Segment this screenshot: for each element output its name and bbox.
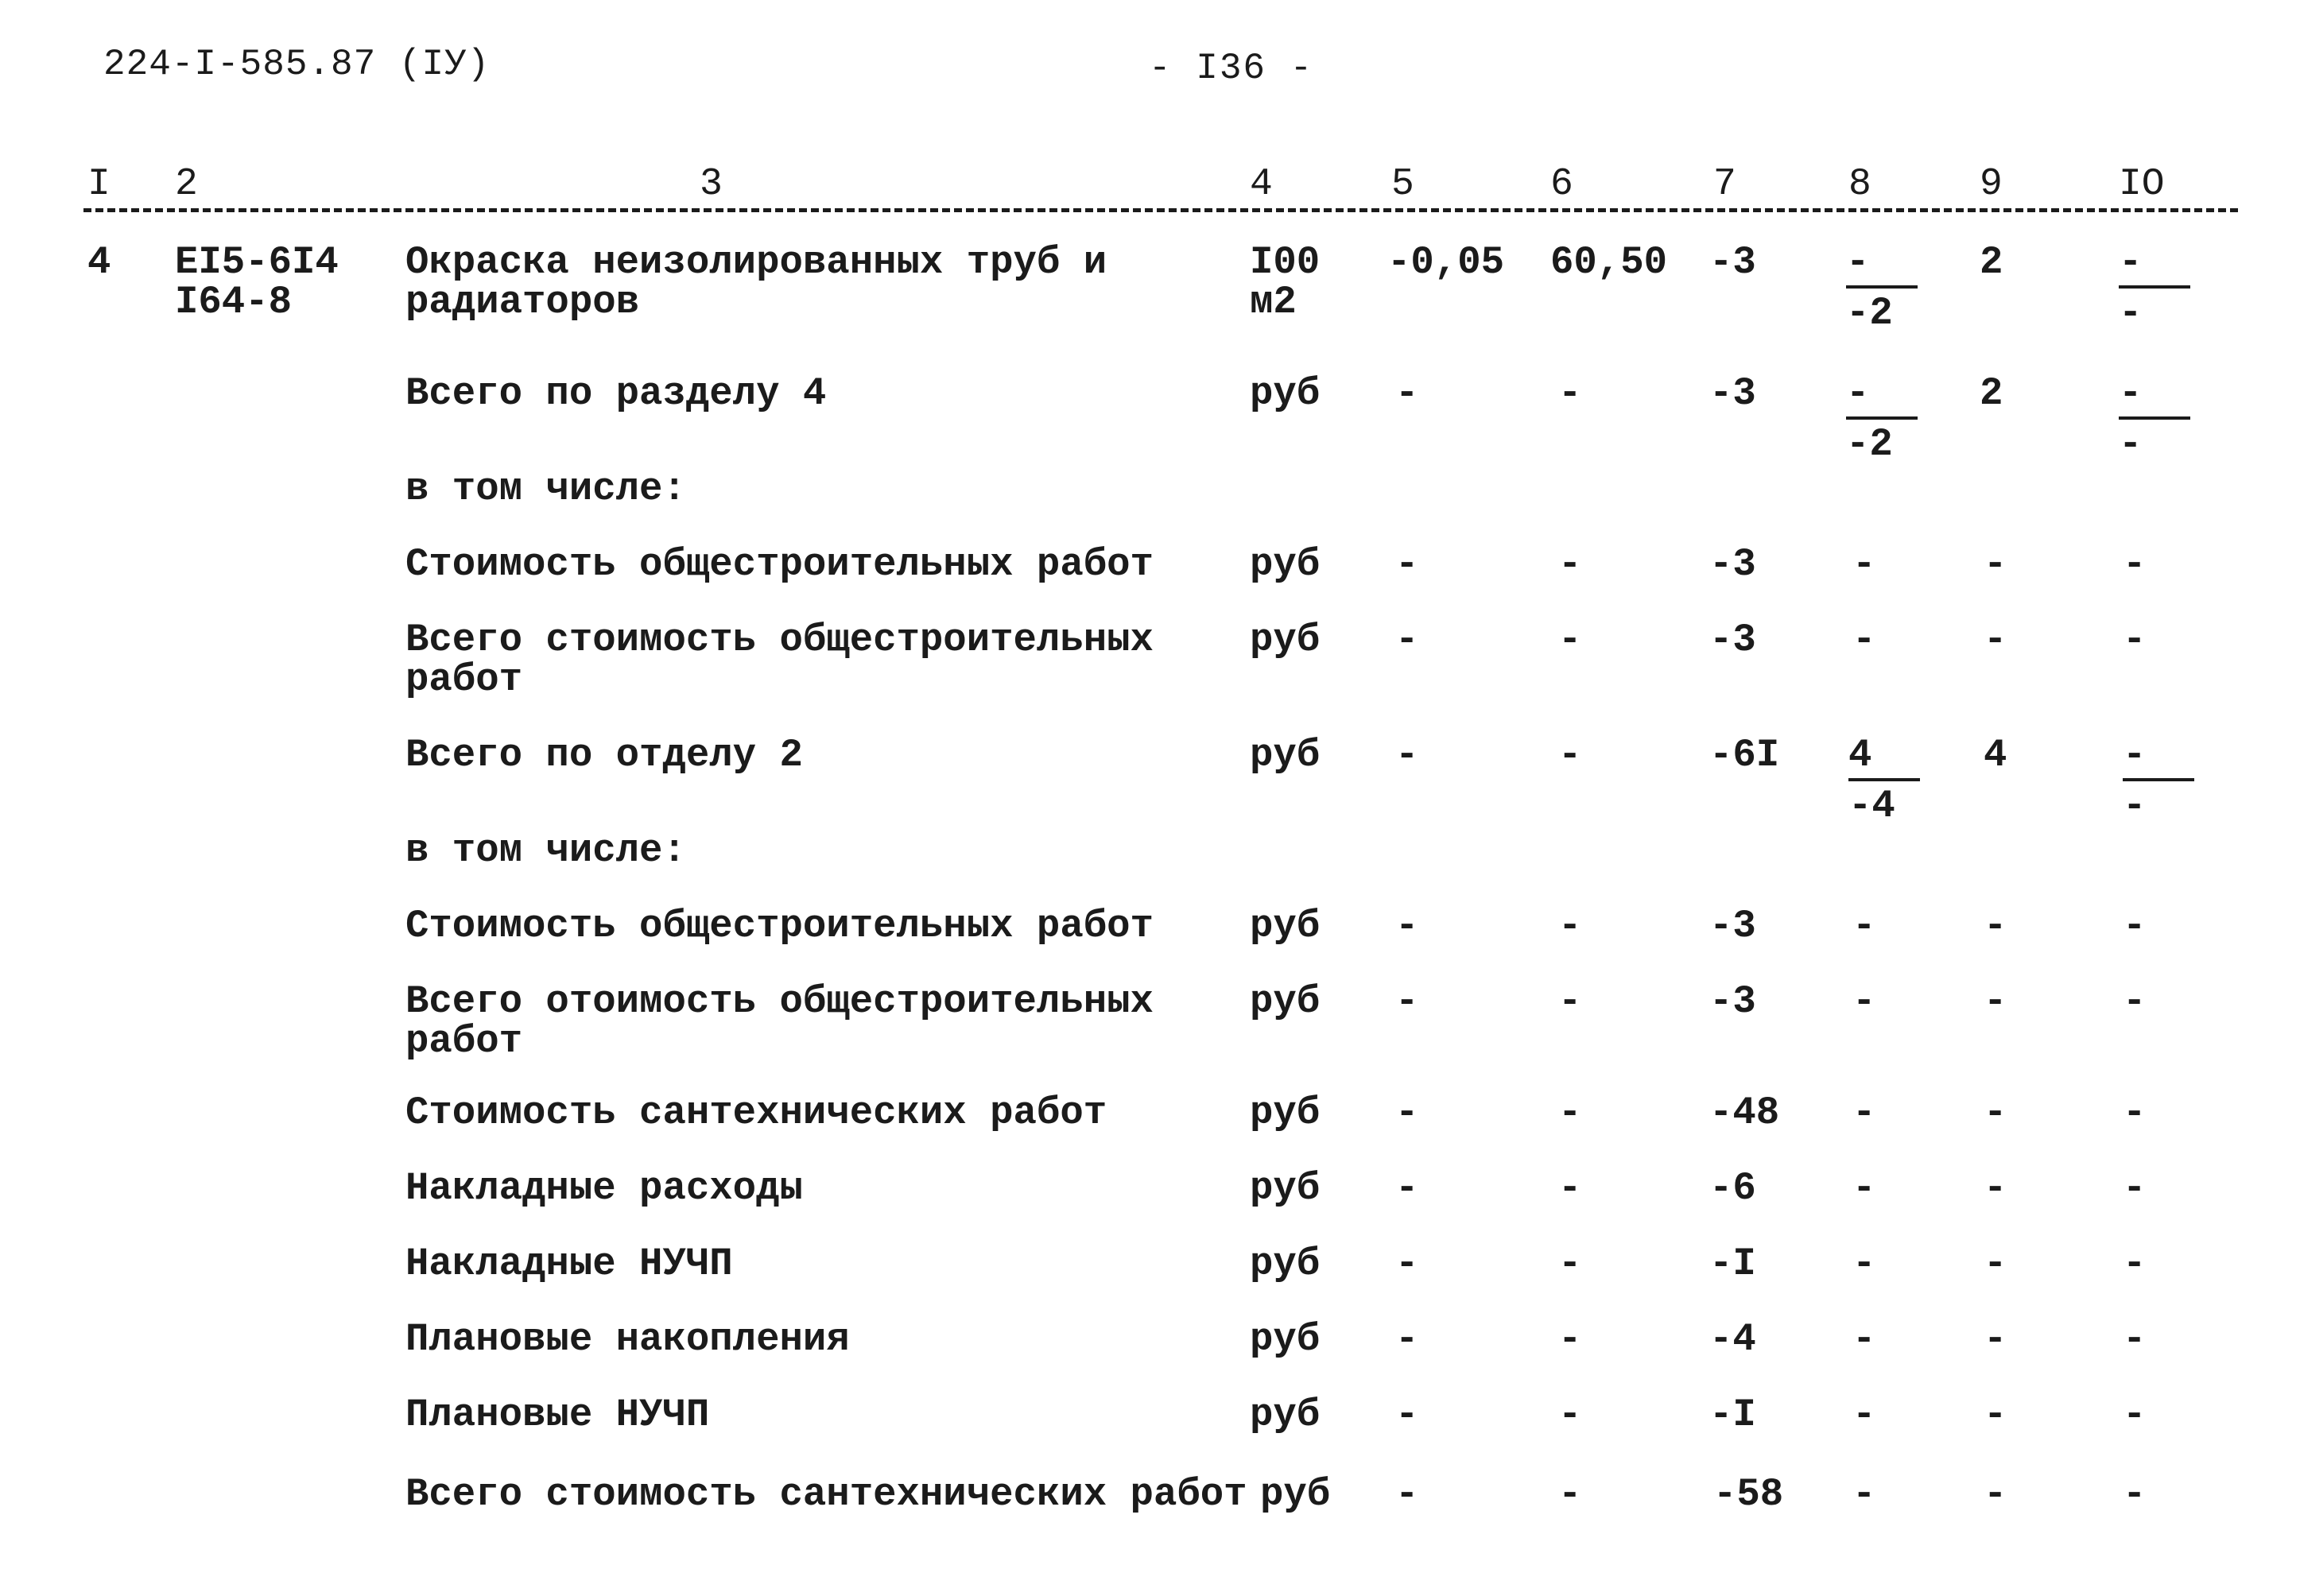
row-1-c7: -3 xyxy=(1709,371,1756,416)
row-7-c10: - xyxy=(2123,904,2147,948)
row-7-desc: Стоимость общестроительных работ xyxy=(405,904,1154,948)
row-5-c8-num: 4 xyxy=(1848,735,1920,781)
row-8-unit: руб xyxy=(1250,979,1321,1024)
row-11-c8: - xyxy=(1852,1242,1876,1286)
row-1-c8 xyxy=(1846,371,1918,467)
row-3-c8: - xyxy=(1852,542,1876,587)
col-header-1: I xyxy=(87,163,111,206)
row-9-unit: руб xyxy=(1250,1090,1321,1135)
row-1-c9: 2 xyxy=(1980,371,2003,416)
row-5-c8-den: -4 xyxy=(1848,784,1895,828)
col-header-7: 7 xyxy=(1713,163,1736,206)
row-0-c8-num: - xyxy=(1846,242,1918,289)
row-4-c6: - xyxy=(1558,618,1582,662)
row-1-unit: руб xyxy=(1250,371,1321,416)
row-7-c9: - xyxy=(1984,904,2007,948)
row-3-c7: -3 xyxy=(1709,542,1756,587)
row-5-c6: - xyxy=(1558,733,1582,777)
row-12-c8: - xyxy=(1852,1317,1876,1362)
row-1-c6: - xyxy=(1558,371,1582,416)
row-14-c5: - xyxy=(1395,1472,1419,1517)
row-14-unit: руб xyxy=(1260,1472,1331,1517)
row-5-unit: руб xyxy=(1250,733,1321,777)
row-10-c8: - xyxy=(1852,1166,1876,1211)
row-1-c8-num: - xyxy=(1846,374,1918,420)
row-5-c9: 4 xyxy=(1984,733,2007,777)
row-8-c6: - xyxy=(1558,979,1582,1024)
row-12-c7: -4 xyxy=(1709,1317,1756,1362)
col-header-3: 3 xyxy=(700,163,723,206)
row-0-c7: -3 xyxy=(1709,240,1756,285)
row-3-unit: руб xyxy=(1250,542,1321,587)
row-1-c8-den: -2 xyxy=(1846,422,1893,467)
row-13-c6: - xyxy=(1558,1393,1582,1437)
row-0-c10-den: - xyxy=(2119,291,2143,335)
row-13-unit: руб xyxy=(1250,1393,1321,1437)
header-rule xyxy=(83,208,2238,212)
row-3-c6: - xyxy=(1558,542,1582,587)
col-header-6: 6 xyxy=(1550,163,1573,206)
row-1-c10 xyxy=(2119,371,2190,467)
row-9-c8: - xyxy=(1852,1090,1876,1135)
row-12-unit: руб xyxy=(1250,1317,1321,1362)
row-11-unit: руб xyxy=(1250,1242,1321,1286)
row-4-c10: - xyxy=(2123,618,2147,662)
row-3-desc: Стоимость общестроительных работ xyxy=(405,542,1154,587)
row-8-c8: - xyxy=(1852,979,1876,1024)
row-12-c6: - xyxy=(1558,1317,1582,1362)
row-9-c10: - xyxy=(2123,1090,2147,1135)
col-header-4: 4 xyxy=(1250,163,1273,206)
row-0-c8-den: -2 xyxy=(1846,291,1893,335)
row-10-c10: - xyxy=(2123,1166,2147,1211)
row-0-desc: Окраска неизолированных труб и радиаторов xyxy=(405,240,1107,324)
row-11-c7: -I xyxy=(1709,1242,1756,1286)
row-7-c5: - xyxy=(1395,904,1419,948)
row-11-c6: - xyxy=(1558,1242,1582,1286)
row-11-c10: - xyxy=(2123,1242,2147,1286)
row-9-c9: - xyxy=(1984,1090,2007,1135)
row-5-c10-den: - xyxy=(2123,784,2147,828)
row-0-c6: 60,50 xyxy=(1550,240,1668,285)
row-13-c10: - xyxy=(2123,1393,2147,1437)
row-7-c6: - xyxy=(1558,904,1582,948)
row-4-c9: - xyxy=(1984,618,2007,662)
row-11-c5: - xyxy=(1395,1242,1419,1286)
row-9-c7: -48 xyxy=(1709,1090,1780,1135)
row-13-c5: - xyxy=(1395,1393,1419,1437)
row-7-c8: - xyxy=(1852,904,1876,948)
row-1-c10-den: - xyxy=(2119,422,2143,467)
col-header-10: IO xyxy=(2119,163,2165,206)
row-1-c5: - xyxy=(1395,371,1419,416)
row-12-desc: Плановые накопления xyxy=(405,1317,850,1362)
row-4-c8: - xyxy=(1852,618,1876,662)
row-8-c7: -3 xyxy=(1709,979,1756,1024)
row-5-desc: Всего по отделу 2 xyxy=(405,733,803,777)
row-10-c7: -6 xyxy=(1709,1166,1756,1211)
col-header-9: 9 xyxy=(1980,163,2003,206)
row-12-c10: - xyxy=(2123,1317,2147,1362)
row-1-desc: Всего по разделу 4 xyxy=(405,371,827,416)
row-4-desc: Всего стоимость общестроительных работ xyxy=(405,618,1154,702)
row-14-c10: - xyxy=(2123,1472,2147,1517)
row-12-c9: - xyxy=(1984,1317,2007,1362)
row-14-c9: - xyxy=(1984,1472,2007,1517)
row-5-c10-num: - xyxy=(2123,735,2194,781)
row-4-unit: руб xyxy=(1250,618,1321,662)
doc-code: 224-I-585.87 (IУ) xyxy=(103,44,491,85)
row-10-c6: - xyxy=(1558,1166,1582,1211)
row-7-unit: руб xyxy=(1250,904,1321,948)
row-11-c9: - xyxy=(1984,1242,2007,1286)
row-12-c5: - xyxy=(1395,1317,1419,1362)
row-13-c8: - xyxy=(1852,1393,1876,1437)
row-0-no: 4 xyxy=(87,240,111,285)
col-header-5: 5 xyxy=(1391,163,1414,206)
row-13-c7: -I xyxy=(1709,1393,1756,1437)
row-5-c5: - xyxy=(1395,733,1419,777)
row-6-desc: в том числе: xyxy=(405,828,686,873)
row-10-unit: руб xyxy=(1250,1166,1321,1211)
col-header-2: 2 xyxy=(175,163,198,206)
row-0-c9: 2 xyxy=(1980,240,2003,285)
row-9-desc: Стоимость сантехнических работ xyxy=(405,1090,1107,1135)
row-14-c7: -58 xyxy=(1713,1472,1784,1517)
row-8-c5: - xyxy=(1395,979,1419,1024)
row-8-c10: - xyxy=(2123,979,2147,1024)
row-4-c5: - xyxy=(1395,618,1419,662)
row-9-c6: - xyxy=(1558,1090,1582,1135)
row-14-c8: - xyxy=(1852,1472,1876,1517)
row-10-c9: - xyxy=(1984,1166,2007,1211)
row-0-c10-num: - xyxy=(2119,242,2190,289)
row-7-c7: -3 xyxy=(1709,904,1756,948)
row-10-c5: - xyxy=(1395,1166,1419,1211)
row-0-c10 xyxy=(2119,242,2190,333)
row-11-desc: Накладные НУЧП xyxy=(405,1242,733,1286)
row-3-c10: - xyxy=(2123,542,2147,587)
row-0-c5: -0,05 xyxy=(1387,240,1505,285)
row-3-c5: - xyxy=(1395,542,1419,587)
row-8-desc: Всего отоимость общестроительных работ xyxy=(405,979,1154,1063)
row-1-c10-num: - xyxy=(2119,374,2190,420)
row-9-c5: - xyxy=(1395,1090,1419,1135)
row-13-desc: Плановые НУЧП xyxy=(405,1393,710,1437)
row-5-c8 xyxy=(1848,735,1920,826)
row-14-c6: - xyxy=(1558,1472,1582,1517)
row-5-c7: -6I xyxy=(1709,733,1780,777)
row-2-desc: в том числе: xyxy=(405,467,686,511)
row-10-desc: Накладные расходы xyxy=(405,1166,803,1211)
row-8-c9: - xyxy=(1984,979,2007,1024)
row-3-c9: - xyxy=(1984,542,2007,587)
row-13-c9: - xyxy=(1984,1393,2007,1437)
row-0-unit: I00 м2 xyxy=(1250,240,1321,324)
row-0-code: EI5-6I4 I64-8 xyxy=(175,240,339,324)
row-0-c8 xyxy=(1846,242,1918,333)
row-4-c7: -3 xyxy=(1709,618,1756,662)
row-5-c10 xyxy=(2123,735,2194,826)
page-number: - I36 - xyxy=(1149,48,1314,89)
row-14-desc: Всего стоимость сантехнических работ xyxy=(405,1472,1247,1517)
col-header-8: 8 xyxy=(1848,163,1871,206)
